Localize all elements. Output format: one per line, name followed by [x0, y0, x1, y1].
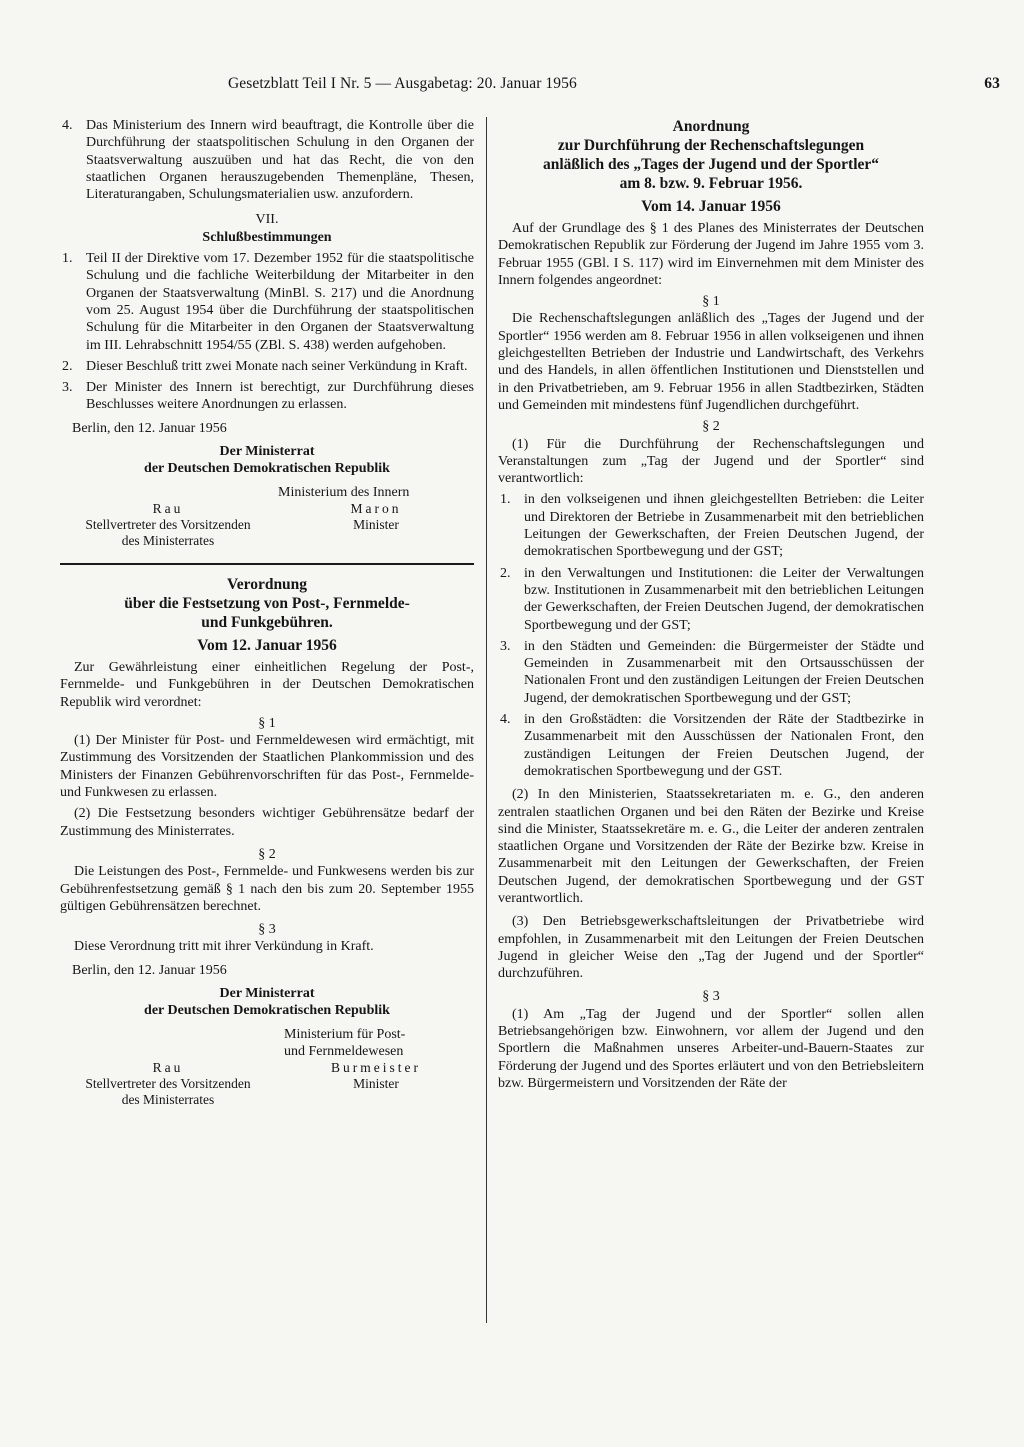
item-text: in den Städten und Gemeinden: die Bürgermeister der Städte und Gemeinden in Zusammenarbeit mit den Ortsausschüssen der Nationalen Front und den zuständigen Leitungen der Freien Deutschen Jugend, der demokratischen Sportbewegung und der GST; [524, 638, 924, 706]
issuer-line-1: Der Ministerrat [219, 444, 315, 460]
order-subtitle: anläßlich des „Tages der Jugend und der Sportler“ [542, 156, 880, 173]
paragraph-text: (1) Für die Durchführung der Rechenschaftslegungen und Veranstaltungen zum „Tag der Jugend und der Sportler“ sind verantwortlich: [498, 436, 924, 487]
ministry-name: und Fernmeldewesen [284, 1043, 404, 1059]
item-number: 2. [62, 358, 73, 374]
signer-role: Stellvertreter des Vorsitzenden [85, 516, 251, 532]
right-column [498, 117, 924, 1092]
signer-role: Minister [353, 516, 399, 532]
item-number: 3. [62, 380, 73, 396]
paragraph-text: (3) Den Betriebsgewerkschaftsleitungen der Privatbetriebe wird empfohlen, in Zusammenarbeit mit den Leitungen der Freien Deutschen Jugend in gleicher Weise den „Tag der Jugend und der Sportler“ durchzuführen. [498, 914, 924, 982]
responsibility-item-4 [498, 711, 924, 780]
signer-name: Maron [350, 500, 402, 516]
paragraph-text: Die Leistungen des Post-, Fernmelde- und Funkwesens werden bis zur Gebührenfestsetzung gemäß § 1 nach den bis zum 20. September 1955 gültigen Gebührensätzen berechnet. [60, 864, 474, 914]
order-title: Anordnung [672, 118, 750, 135]
signatures [60, 501, 474, 555]
signature-right [276, 501, 476, 533]
paragraph-text: Die Rechenschaftslegungen anläßlich des „Tages der Jugend und der Sportler“ 1956 werden am 8. Februar 1956 in allen volkseigenen und ihnen gleichgestellten Betrieben der Industrie und Landwirtschaft, des Verkehrs und des Handels, in allen öffentlichen Institutionen und Dienststellen und in den Privatbetrieben, am 9. Februar 1956 in allen Stadtbezirken, Städten und Gemeinden mit mindestens fünf Jugendlichen durchgeführt. [498, 311, 924, 413]
place-date: Berlin, den 12. Januar 1956 [72, 420, 227, 436]
order-subtitle: am 8. bzw. 9. Februar 1956. [619, 175, 803, 192]
paragraph-text: (2) Die Festsetzung besonders wichtiger Gebührensätze bedarf der Zustimmung des Ministerrates. [60, 806, 474, 839]
column-divider [486, 117, 487, 1323]
paragraph-heading: § 2 [258, 846, 276, 862]
item-number: 2. [500, 565, 511, 581]
paragraph-heading: § 3 [258, 922, 276, 938]
order-preamble: Auf der Grundlage des § 1 des Planes des Ministerrates der Deutschen Demokratischen Republik zur Förderung der Jugend im Jahre 1955 vom 3. Februar 1955 (GBl. I S. 117) wird im Einvernehmen mit dem Minister des Innern folgendes angeordnet: [498, 221, 924, 288]
decree-subtitle: und Funkgebühren. [201, 613, 333, 631]
section-title: Schlußbestimmungen [202, 229, 332, 245]
left-column [60, 117, 474, 1120]
signature-left [60, 501, 276, 549]
responsibility-item-3 [498, 638, 924, 707]
signer-role: Stellvertreter des Vorsitzenden [85, 1076, 251, 1092]
paragraph-heading: § 3 [702, 989, 720, 1005]
signer-role: des Ministerrates [121, 1092, 215, 1108]
decree-subtitle: über die Festsetzung von Post-, Fernmelde- [124, 594, 410, 612]
signer-role: des Ministerrates [121, 532, 215, 548]
item-number: 1. [500, 492, 511, 508]
issuer-line-2: der Deutschen Demokratischen Republik [144, 1003, 390, 1019]
signer-name: Burmeister [331, 1060, 421, 1076]
paragraph-heading: § 1 [702, 294, 720, 310]
issuer-line-1: Der Ministerrat [219, 985, 315, 1001]
paragraph-heading: § 2 [702, 419, 720, 435]
signature-left [60, 1060, 276, 1108]
ministry-name: Ministerium des Innern [278, 484, 410, 500]
signer-role: Minister [353, 1076, 399, 1092]
issuer-line-2: der Deutschen Demokratischen Republik [144, 461, 390, 477]
running-title: Gesetzblatt Teil I Nr. 5 — Ausgabetag: 20. Januar 1956 [228, 75, 577, 92]
paragraph-text: (2) In den Ministerien, Staatssekretariaten m. e. G., den anderen zentralen staatlichen Organen und bei den Räten der Bezirke und Kreise sind die Minister, Staatssekretäre m. e. G., die Leiter der anderen zentralen staatlichen Organe und Vorsitzenden der Räte der Bezirke bzw. Kreise in Zusammenarbeit mit den Leitungen der Gewerkschaften, der Freien Deutschen Jugend, der demokratischen Sportbewegung und der GST verantwortlich. [498, 787, 924, 906]
item-number: 4. [62, 118, 73, 133]
final-provision-3 [60, 379, 474, 414]
item-text: Teil II der Direktive vom 17. Dezember 1952 für die staatspolitische Schulung und die fachliche Weiterbildung der Mitarbeiter in den Organen der Staatsverwaltung (MinBl. S. 217) und die Anordnung vom 25. August 1954 über die Durchführung der staatspolitischen Schulung für die Mitarbeiter in den Organen der Staatsverwaltung im III. Lehrabschnitt 1954/55 (ZBl. S. 438) werden aufgehoben. [86, 251, 474, 353]
signatures [60, 1060, 474, 1120]
paragraph-heading: § 1 [258, 715, 276, 731]
item-number: 3. [500, 638, 511, 654]
item-text: in den volkseigenen und ihnen gleichgestellten Betrieben: die Leiter und Direktoren der Betriebe in Zusammenarbeit mit den betrieblichen Leitungen der Gewerkschaften, der Freien Deutschen Jugend, der demokratischen Sportbewegung und der GST; [524, 492, 924, 560]
item-number: 1. [62, 251, 73, 267]
signer-name: Rau [152, 500, 184, 516]
final-provision-1 [60, 250, 474, 354]
ministry-name: Ministerium für Post- [284, 1026, 406, 1042]
signature-right [276, 1060, 476, 1092]
paragraph-text: Diese Verordnung tritt mit ihrer Verkündung in Kraft. [74, 939, 374, 955]
responsibility-item-2 [498, 565, 924, 634]
item-text: in den Verwaltungen und Institutionen: die Leiter der Verwaltungen bzw. Institutionen in Zusammenarbeit mit den betrieblichen Leitungen der Gewerkschaften, der Freien Deutschen Jugend, der demokratischen Sportbewegung und der GST; [524, 565, 924, 633]
item-text: Der Minister des Innern ist berechtigt, zur Durchführung dieses Beschlusses weitere Anordnungen zu erlassen. [86, 380, 474, 413]
item-text: in den Großstädten: die Vorsitzenden der Räte der Stadtbezirke in Zusammenarbeit mit den Ausschüssen der Nationalen Front, den zuständigen Leitungen der Freien Deutschen Jugend, der demokratischen Sportbewegung und der GST. [524, 712, 924, 779]
responsibility-item-1 [498, 491, 924, 560]
item-text: Das Ministerium des Innern wird beauftragt, die Kontrolle über die Durchführung der staatspolitischen Schulung in den Organen der Staatsverwaltung auszuüben und hat das Recht, die von den staatlichen Organen herauszugebenden Themenpläne, Thesen, Literaturangaben, Schulungsmaterialien usw. anzufordern. [86, 118, 474, 203]
item-number: 4. [500, 712, 511, 728]
order-subtitle: zur Durchführung der Rechenschaftslegungen [557, 137, 865, 154]
section-number: VII. [255, 212, 279, 228]
section-rule [60, 563, 474, 565]
decree-preamble: Zur Gewährleistung einer einheitlichen Regelung der Post-, Fernmelde- und Funkgebühren in der Deutschen Demokratischen Republik wird verordnet: [60, 659, 474, 710]
item-text: Dieser Beschluß tritt zwei Monate nach seiner Verkündung in Kraft. [86, 358, 468, 374]
paragraph-text: (1) Der Minister für Post- und Fernmeldewesen wird ermächtigt, mit Zustimmung des Vorsitzenden der Staatlichen Plankommission und des Ministers der Finanzen Gebührenvorschriften für das Post-, Fernmelde- und Funkwesen zu erlassen. [60, 733, 474, 801]
final-provision-2 [60, 358, 474, 375]
place-date: Berlin, den 12. Januar 1956 [72, 962, 227, 978]
order-date: Vom 14. Januar 1956 [641, 198, 781, 215]
page-number: 63 [984, 75, 1000, 92]
decree-date: Vom 12. Januar 1956 [197, 636, 337, 654]
item-4 [60, 117, 474, 203]
signer-name: Rau [152, 1060, 184, 1076]
decree-title: Verordnung [226, 575, 308, 593]
paragraph-text: (1) Am „Tag der Jugend und der Sportler“ sollen allen Betriebsangehörigen bzw. Einwohnern, vor allem der Jugend und den Sportlern die Maßnahmen unseres Arbeiter-und-Bauern-Staates zur Förderung der Jugend und des Sportes erläutert und von den Betriebsleitern bzw. Bürgermeistern und Vorsitzenden der Räte der [498, 1006, 924, 1091]
running-header [228, 74, 1000, 94]
